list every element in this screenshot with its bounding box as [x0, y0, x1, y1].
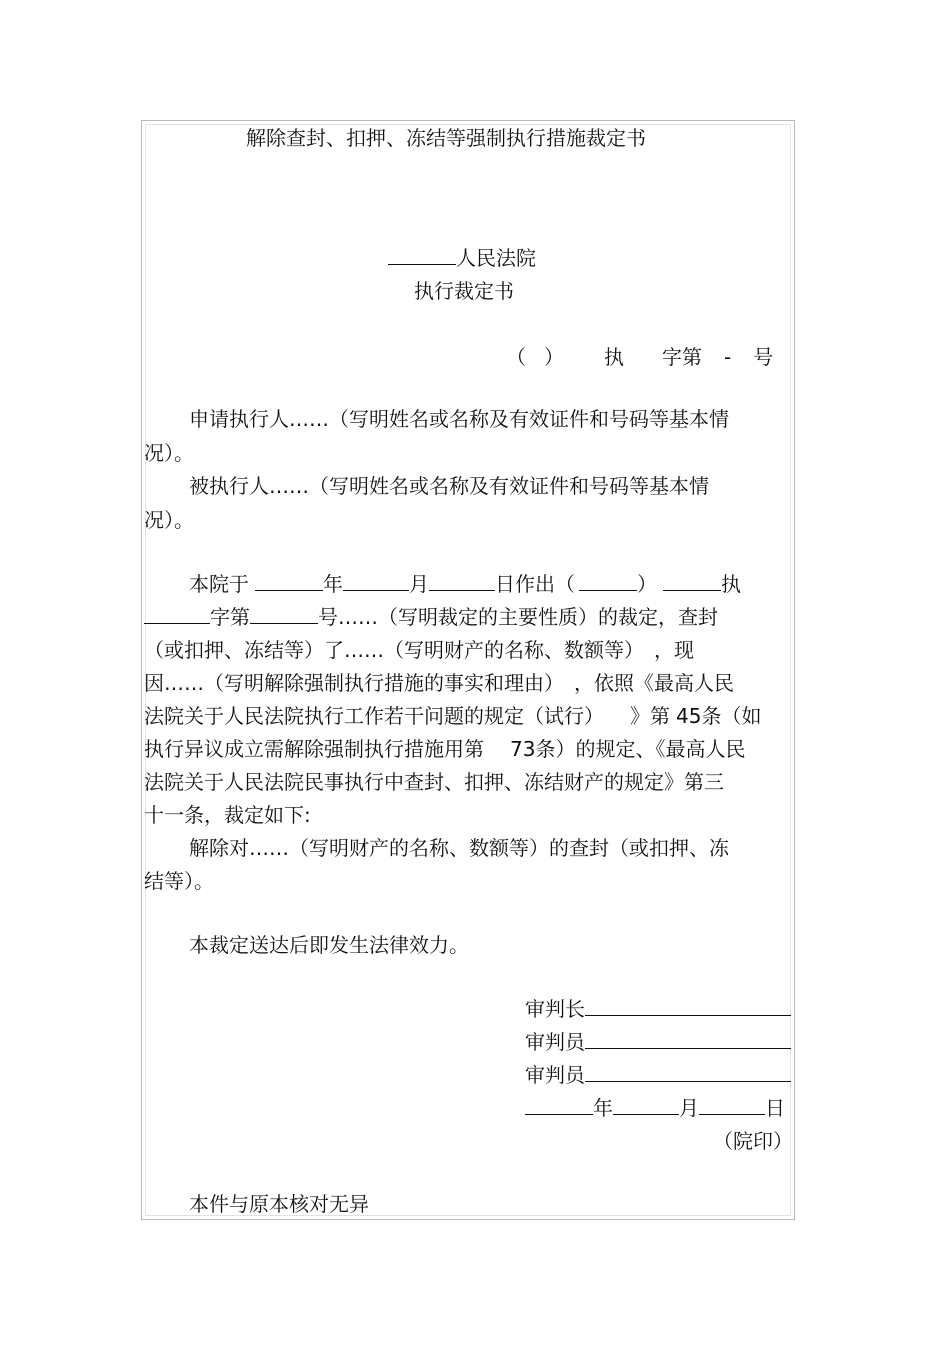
court-blank: [388, 246, 456, 265]
zhi-blank: [663, 572, 721, 591]
sign-month-label: 月: [679, 1096, 699, 1120]
court-suffix: 人民法院: [456, 246, 536, 270]
document-heading: 解除查封、扣押、冻结等强制执行措施裁定书: [246, 126, 646, 150]
paren-blank: [579, 572, 637, 591]
body-text: 执: [721, 572, 741, 596]
body-line7: 法院关于人民法院民事执行中查封、扣押、冻结财产的规定》第三: [144, 770, 724, 794]
year-blank: [255, 572, 323, 591]
body-line4: 因……（写明解除强制执行措施的事实和理由） ，依照《最高人民: [144, 671, 734, 695]
sign-year-label: 年: [593, 1096, 613, 1120]
body-text: 执行异议成立需解除强制执行措施用第: [144, 737, 484, 761]
body-text: 条）的规定、《最高人民: [535, 737, 746, 761]
body-text: 月: [409, 572, 429, 596]
ruling-line2: 结等）。: [144, 869, 214, 893]
judge1-line: [585, 1030, 791, 1049]
signature-judge1: [525, 1030, 791, 1054]
body-text: 本院于: [189, 572, 249, 596]
body-text: 字第: [210, 605, 250, 629]
body-line6: [144, 737, 745, 761]
applicant-line2: 况）。: [144, 441, 194, 465]
number-blank: [250, 605, 318, 624]
signature-date: [525, 1096, 785, 1120]
body-line3: （或扣押、冻结等）了……（写明财产的名称、数额等） ，现: [144, 638, 694, 662]
case-hao: 号: [753, 345, 774, 369]
case-zidi: 字第: [662, 345, 702, 369]
body-line8: 十一条，裁定如下:: [144, 803, 311, 827]
zi-blank: [144, 605, 210, 624]
verified-statement: 本件与原本核对无异: [189, 1192, 369, 1216]
case-dash: -: [724, 345, 732, 369]
sign-day-label: 日: [765, 1096, 785, 1120]
body-text: 》第: [630, 704, 670, 728]
body-text: ）: [637, 572, 657, 596]
month-blank: [343, 572, 409, 591]
body-text: 年: [323, 572, 343, 596]
article-number: 73: [510, 737, 536, 761]
chief-judge-label: 审判长: [525, 997, 585, 1021]
body-line1: [189, 572, 741, 596]
signature-chief: [525, 997, 791, 1021]
sign-year-blank: [525, 1096, 593, 1115]
case-zhi: 执: [604, 345, 624, 369]
body-text: 条（如: [701, 704, 762, 728]
court-seal: （院印）: [713, 1129, 793, 1153]
judge1-label: 审判员: [525, 1030, 585, 1054]
document-subtitle: 执行裁定书: [414, 279, 514, 303]
case-paren-close: ）: [544, 345, 564, 369]
body-text: 号……（写明裁定的主要性质）的裁定，查封: [318, 605, 718, 629]
article-number: 45: [676, 704, 702, 728]
sign-day-blank: [699, 1096, 765, 1115]
judge2-label: 审判员: [525, 1063, 585, 1087]
respondent-line1: 被执行人……（写明姓名或名称及有效证件和号码等基本情: [189, 474, 709, 498]
body-line5: [144, 704, 761, 728]
signature-judge2: [525, 1063, 791, 1087]
body-text: 法院关于人民法院执行工作若干问题的规定（试行）: [144, 704, 604, 728]
chief-judge-line: [585, 997, 791, 1016]
effect-statement: 本裁定送达后即发生法律效力。: [189, 933, 469, 957]
case-paren-open: （: [506, 345, 526, 369]
case-number: [506, 345, 773, 369]
respondent-line2: 况）。: [144, 508, 194, 532]
day-blank: [429, 572, 495, 591]
body-text: 日作出（: [495, 572, 575, 596]
court-name: [388, 246, 536, 270]
judge2-line: [585, 1063, 791, 1082]
sign-month-blank: [613, 1096, 679, 1115]
applicant-line1: 申请执行人……（写明姓名或名称及有效证件和号码等基本情: [189, 407, 729, 431]
body-line2: [144, 605, 718, 629]
ruling-line1: 解除对……（写明财产的名称、数额等）的查封（或扣押、冻: [189, 836, 729, 860]
